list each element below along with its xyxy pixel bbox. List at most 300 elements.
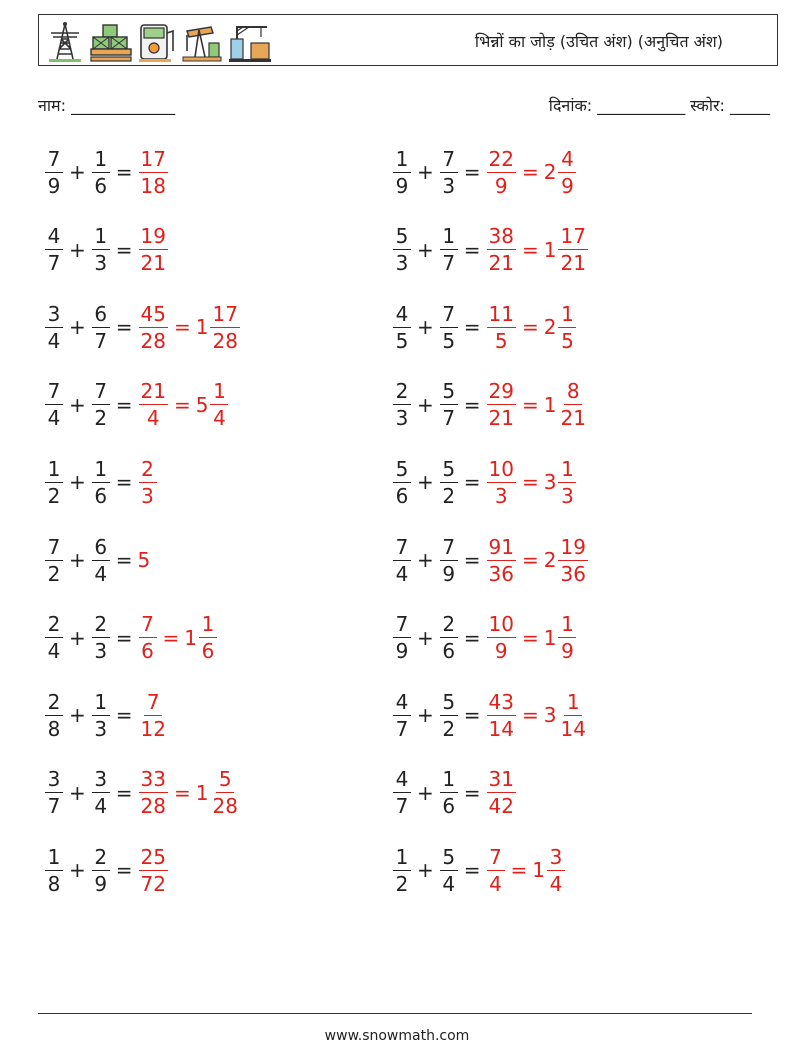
addend-fraction <box>92 379 110 431</box>
equals-sign: = <box>463 392 481 417</box>
answer-fraction-numerator: 19 <box>140 224 166 249</box>
mixed-whole: 1 <box>195 780 209 805</box>
answer <box>486 534 589 586</box>
addend-fraction-denominator: 7 <box>94 328 108 353</box>
footer-website: www.snowmath.com <box>324 1028 470 1044</box>
addend-fraction-denominator: 4 <box>47 639 61 664</box>
answer-fraction-numerator: 7 <box>139 614 157 638</box>
answer-fraction-numerator: 11 <box>488 301 514 326</box>
addend-fraction-numerator: 1 <box>45 459 63 483</box>
mixed-fraction-denominator: 28 <box>212 794 238 819</box>
addend-fraction <box>92 612 110 664</box>
addend-fraction-denominator: 2 <box>47 561 61 586</box>
addend-fraction-denominator: 2 <box>94 406 108 431</box>
addend-fraction-numerator: 2 <box>92 614 110 638</box>
addend-fraction-denominator: 4 <box>442 871 456 896</box>
answer-fraction-denominator: 3 <box>141 483 154 508</box>
plus-sign: + <box>417 392 434 417</box>
addend-fraction <box>440 844 458 896</box>
addend-fraction-numerator: 2 <box>45 692 63 716</box>
answer-fraction-denominator: 72 <box>140 871 166 896</box>
answer-fraction <box>487 301 516 353</box>
addend-fraction-numerator: 5 <box>393 459 411 483</box>
addend-fraction-numerator: 5 <box>440 847 458 871</box>
addend-fraction-numerator: 2 <box>45 614 63 638</box>
addend-fraction-denominator: 4 <box>94 561 108 586</box>
answer-fraction <box>139 689 168 741</box>
plus-sign: + <box>417 780 434 805</box>
answer-fraction <box>139 612 157 664</box>
answer-fraction <box>139 767 168 819</box>
equals-sign: = <box>521 470 539 495</box>
addend-fraction-denominator: 4 <box>47 406 61 431</box>
answer-fraction-denominator: 28 <box>140 328 166 353</box>
problem-item <box>44 294 241 360</box>
addend-fraction <box>440 146 458 198</box>
equals-sign: = <box>521 315 539 340</box>
addend-fraction <box>393 379 411 431</box>
worksheet-title: भिन्नों का जोड़ (उचित अंश) (अनुचित अंश) <box>474 32 723 51</box>
plus-sign: + <box>417 548 434 572</box>
addend-fraction-denominator: 7 <box>395 794 409 819</box>
equals-sign: = <box>115 548 133 572</box>
addend-fraction <box>393 767 411 819</box>
addend-fraction <box>393 612 411 664</box>
mixed-whole: 1 <box>543 392 557 417</box>
answer-fraction-numerator: 45 <box>140 301 166 326</box>
addend-fraction-numerator: 5 <box>393 226 411 250</box>
answer <box>138 612 219 664</box>
answer-fraction-denominator: 5 <box>494 328 508 353</box>
addend-fraction-numerator: 3 <box>45 769 63 793</box>
plus-sign: + <box>417 858 434 883</box>
addend-fraction-numerator: 1 <box>45 847 63 871</box>
equals-sign: = <box>115 780 133 805</box>
answer <box>486 844 567 896</box>
addend-fraction-denominator: 6 <box>442 639 456 664</box>
equals-sign: = <box>463 858 481 883</box>
addend-fraction-denominator: 9 <box>395 173 409 198</box>
addend-fraction <box>92 224 110 276</box>
problem-item <box>392 760 517 826</box>
addend-fraction <box>92 689 110 741</box>
equals-sign: = <box>463 548 481 572</box>
mixed-whole: 3 <box>543 703 557 728</box>
mixed-fraction <box>210 767 239 819</box>
fuel-tank-icon <box>137 21 177 63</box>
answer-fraction <box>487 379 516 431</box>
addend-fraction-denominator: 7 <box>47 794 61 819</box>
equals-sign: = <box>510 858 528 883</box>
mixed-fraction <box>210 301 239 353</box>
mixed-fraction-denominator: 4 <box>213 406 226 431</box>
problem-item <box>392 294 577 360</box>
mixed-fraction-numerator: 1 <box>564 692 582 716</box>
addend-fraction <box>393 844 411 896</box>
answer <box>486 379 589 431</box>
problem-item <box>392 605 577 671</box>
answer-fraction-denominator: 28 <box>140 794 166 819</box>
answer <box>138 301 241 353</box>
problem-item <box>44 760 241 826</box>
problem-item <box>44 139 169 205</box>
addend-fraction-numerator: 1 <box>92 692 110 716</box>
answer <box>486 146 578 198</box>
answer <box>486 301 578 353</box>
addend-fraction-denominator: 8 <box>47 871 61 896</box>
mixed-fraction <box>558 534 587 586</box>
addend-fraction-numerator: 3 <box>45 304 63 328</box>
mixed-fraction <box>547 844 565 896</box>
answer-fraction-denominator: 36 <box>488 561 514 586</box>
addend-fraction-numerator: 4 <box>393 769 411 793</box>
addend-fraction <box>45 146 63 198</box>
addend-fraction-numerator: 7 <box>393 614 411 638</box>
answer-fraction-numerator: 7 <box>144 692 162 716</box>
equals-sign: = <box>115 470 133 495</box>
addend-fraction-numerator: 1 <box>92 149 110 173</box>
addend-fraction-denominator: 2 <box>442 716 456 741</box>
mixed-fraction-numerator: 5 <box>216 769 234 793</box>
addend-fraction-denominator: 3 <box>395 251 409 276</box>
addend-fraction <box>393 301 411 353</box>
addend-fraction-denominator: 7 <box>395 716 409 741</box>
mixed-fraction-denominator: 9 <box>561 639 574 664</box>
equals-sign: = <box>463 625 481 650</box>
mixed-fraction-numerator: 4 <box>558 149 576 173</box>
problem-item <box>392 449 577 515</box>
equals-sign: = <box>115 315 133 340</box>
addend-fraction-numerator: 7 <box>45 537 63 561</box>
addend-fraction-denominator: 7 <box>442 251 456 276</box>
addend-fraction <box>92 844 110 896</box>
mixed-whole: 1 <box>532 858 546 883</box>
answer <box>486 456 578 508</box>
answer-fraction <box>487 612 516 664</box>
addend-fraction <box>393 224 411 276</box>
plus-sign: + <box>69 392 86 417</box>
mixed-whole: 2 <box>543 160 557 184</box>
addend-fraction <box>440 689 458 741</box>
equals-sign: = <box>162 625 180 650</box>
addend-fraction <box>440 301 458 353</box>
addend-fraction-numerator: 3 <box>92 769 110 793</box>
addend-fraction-denominator: 9 <box>47 173 61 198</box>
answer-fraction-denominator: 21 <box>488 251 514 276</box>
addend-fraction-numerator: 6 <box>92 304 110 328</box>
equals-sign: = <box>521 392 539 417</box>
addend-fraction-denominator: 8 <box>47 716 61 741</box>
problem-item <box>44 217 169 283</box>
addend-fraction <box>45 844 63 896</box>
mixed-fraction-numerator: 1 <box>558 614 576 638</box>
plus-sign: + <box>69 470 86 495</box>
addend-fraction-denominator: 7 <box>47 251 61 276</box>
problem-item <box>44 837 169 903</box>
equals-sign: = <box>463 237 481 262</box>
mixed-fraction <box>558 379 587 431</box>
answer-fraction <box>487 456 516 508</box>
addend-fraction-denominator: 9 <box>395 639 409 664</box>
addend-fraction-numerator: 1 <box>92 226 110 250</box>
mixed-fraction-numerator: 8 <box>564 381 582 405</box>
equals-sign: = <box>173 780 191 805</box>
answer <box>138 548 151 572</box>
equals-sign: = <box>173 315 191 340</box>
answer-fraction-denominator: 21 <box>488 406 514 431</box>
problem-item <box>44 372 229 438</box>
plus-sign: + <box>69 548 86 572</box>
answer-fraction-denominator: 9 <box>494 639 508 664</box>
addend-fraction-denominator: 3 <box>94 251 108 276</box>
addend-fraction-numerator: 5 <box>440 692 458 716</box>
addend-fraction-denominator: 4 <box>395 561 409 586</box>
addend-fraction-denominator: 9 <box>94 871 108 896</box>
addend-fraction-numerator: 7 <box>45 149 63 173</box>
equals-sign: = <box>521 548 539 572</box>
addend-fraction-numerator: 7 <box>440 537 458 561</box>
addend-fraction-numerator: 1 <box>92 459 110 483</box>
equals-sign: = <box>173 392 191 417</box>
problem-item <box>392 372 589 438</box>
answer-fraction-denominator: 4 <box>146 406 160 431</box>
mixed-fraction-numerator: 17 <box>560 224 586 249</box>
addend-fraction-numerator: 7 <box>45 381 63 405</box>
addend-fraction-denominator: 2 <box>442 483 456 508</box>
addend-fraction <box>45 689 63 741</box>
answer <box>486 689 589 741</box>
answer-fraction-denominator: 42 <box>488 794 514 819</box>
problem-item <box>392 139 577 205</box>
mixed-whole: 2 <box>543 315 557 340</box>
power-tower-icon <box>45 21 85 63</box>
addend-fraction <box>92 301 110 353</box>
mixed-fraction <box>210 379 228 431</box>
answer-fraction-denominator: 6 <box>141 639 154 664</box>
addend-fraction <box>45 612 63 664</box>
mixed-fraction-numerator: 3 <box>547 847 565 871</box>
answer-fraction-denominator: 18 <box>140 173 166 198</box>
oil-pump-icon <box>181 21 223 63</box>
answer <box>138 844 169 896</box>
addend-fraction-numerator: 1 <box>440 226 458 250</box>
plus-sign: + <box>69 858 86 883</box>
addend-fraction-denominator: 4 <box>47 328 61 353</box>
addend-fraction-numerator: 2 <box>393 381 411 405</box>
answer-fraction-denominator: 4 <box>489 871 502 896</box>
answer-fraction <box>139 301 168 353</box>
mixed-fraction-denominator: 9 <box>561 173 574 198</box>
answer <box>138 146 169 198</box>
answer-fraction <box>139 379 168 431</box>
answer-fraction-denominator: 9 <box>494 173 508 198</box>
addend-fraction-denominator: 6 <box>395 483 409 508</box>
mixed-fraction-denominator: 21 <box>560 406 586 431</box>
plus-sign: + <box>69 780 86 805</box>
addend-fraction-numerator: 1 <box>393 847 411 871</box>
answer <box>486 224 589 276</box>
answer <box>138 224 169 276</box>
addend-fraction <box>92 767 110 819</box>
addend-fraction-denominator: 9 <box>442 561 456 586</box>
crates-icon <box>89 21 133 63</box>
addend-fraction-numerator: 7 <box>393 537 411 561</box>
addend-fraction <box>440 379 458 431</box>
mixed-fraction-numerator: 17 <box>212 301 238 326</box>
addend-fraction-numerator: 1 <box>440 769 458 793</box>
plus-sign: + <box>417 625 434 650</box>
crane-icon <box>227 21 273 63</box>
addend-fraction <box>393 534 411 586</box>
answer-fraction <box>487 844 505 896</box>
addend-fraction <box>45 224 63 276</box>
mixed-fraction-numerator: 1 <box>210 381 228 405</box>
answer-fraction <box>139 224 168 276</box>
header-icons <box>45 19 273 63</box>
mixed-whole: 3 <box>543 470 557 495</box>
addend-fraction-denominator: 2 <box>47 483 61 508</box>
plus-sign: + <box>69 625 86 650</box>
footer-divider <box>38 1013 752 1014</box>
addend-fraction-denominator: 7 <box>442 406 456 431</box>
addend-fraction <box>92 456 110 508</box>
mixed-fraction <box>558 146 576 198</box>
answer <box>138 767 241 819</box>
addend-fraction <box>45 534 63 586</box>
addend-fraction-denominator: 3 <box>94 639 108 664</box>
answer-fraction-denominator: 3 <box>494 483 508 508</box>
addend-fraction <box>440 224 458 276</box>
answer-fraction-numerator: 38 <box>488 224 514 249</box>
equals-sign: = <box>115 703 133 728</box>
addend-fraction-denominator: 5 <box>395 328 409 353</box>
plus-sign: + <box>69 315 86 340</box>
answer-fraction-numerator: 2 <box>139 459 157 483</box>
problem-item <box>392 217 589 283</box>
mixed-fraction <box>558 612 576 664</box>
answer <box>486 612 578 664</box>
equals-sign: = <box>463 703 481 728</box>
equals-sign: = <box>463 315 481 340</box>
answer <box>138 456 158 508</box>
mixed-fraction <box>199 612 217 664</box>
addend-fraction-denominator: 4 <box>94 794 108 819</box>
answer-fraction <box>487 767 516 819</box>
addend-fraction-denominator: 6 <box>442 794 456 819</box>
equals-sign: = <box>463 160 481 184</box>
plus-sign: + <box>417 315 434 340</box>
mixed-fraction-numerator: 19 <box>560 534 586 559</box>
mixed-fraction <box>558 301 576 353</box>
mixed-fraction-denominator: 28 <box>212 328 238 353</box>
answer-fraction-denominator: 21 <box>140 251 166 276</box>
answer-fraction <box>139 456 157 508</box>
addend-fraction <box>393 146 411 198</box>
answer-fraction-numerator: 91 <box>488 534 514 559</box>
equals-sign: = <box>115 160 133 184</box>
problem-item <box>44 605 218 671</box>
problem-item <box>392 682 589 748</box>
answer-fraction-numerator: 7 <box>487 847 505 871</box>
addend-fraction-numerator: 4 <box>45 226 63 250</box>
plus-sign: + <box>69 703 86 728</box>
equals-sign: = <box>521 237 539 262</box>
date-score-field: दिनांक: ___________ स्कोर: _____ <box>548 96 770 115</box>
mixed-fraction-denominator: 6 <box>201 639 215 664</box>
equals-sign: = <box>115 625 133 650</box>
addend-fraction-numerator: 1 <box>393 149 411 173</box>
addend-fraction <box>440 534 458 586</box>
plus-sign: + <box>417 470 434 495</box>
worksheet-header <box>38 14 778 66</box>
addend-fraction-numerator: 5 <box>440 459 458 483</box>
mixed-fraction-denominator: 36 <box>560 561 586 586</box>
answer-fraction-numerator: 33 <box>140 767 166 792</box>
problem-item <box>44 527 150 593</box>
mixed-fraction-denominator: 14 <box>560 716 586 741</box>
problem-item <box>392 527 589 593</box>
addend-fraction-numerator: 4 <box>393 692 411 716</box>
addend-fraction-numerator: 7 <box>92 381 110 405</box>
mixed-fraction-denominator: 3 <box>561 483 574 508</box>
mixed-fraction-denominator: 5 <box>561 328 574 353</box>
answer-fraction-numerator: 43 <box>488 689 514 714</box>
addend-fraction-numerator: 4 <box>393 304 411 328</box>
answer-whole: 5 <box>137 548 151 572</box>
addend-fraction-denominator: 3 <box>442 173 456 198</box>
answer-fraction <box>487 534 516 586</box>
mixed-whole: 2 <box>543 548 557 572</box>
mixed-fraction <box>558 224 587 276</box>
answer-fraction <box>487 224 516 276</box>
addend-fraction-denominator: 5 <box>442 328 456 353</box>
mixed-fraction-numerator: 1 <box>558 304 576 328</box>
answer-fraction <box>487 146 516 198</box>
answer-fraction <box>487 689 516 741</box>
equals-sign: = <box>521 703 539 728</box>
addend-fraction-numerator: 2 <box>440 614 458 638</box>
mixed-fraction-denominator: 21 <box>560 251 586 276</box>
equals-sign: = <box>463 470 481 495</box>
answer-fraction-numerator: 10 <box>488 456 514 481</box>
equals-sign: = <box>115 858 133 883</box>
mixed-fraction <box>558 689 587 741</box>
addend-fraction <box>45 767 63 819</box>
plus-sign: + <box>417 237 434 262</box>
addend-fraction-numerator: 5 <box>440 381 458 405</box>
addend-fraction <box>92 146 110 198</box>
addend-fraction <box>92 534 110 586</box>
mixed-fraction-denominator: 4 <box>549 871 563 896</box>
plus-sign: + <box>417 703 434 728</box>
answer <box>486 767 517 819</box>
addend-fraction <box>393 456 411 508</box>
addend-fraction <box>440 767 458 819</box>
problem-item <box>392 837 566 903</box>
answer-fraction-denominator: 14 <box>488 716 514 741</box>
answer-fraction-numerator: 25 <box>140 844 166 869</box>
mixed-whole: 1 <box>184 625 198 650</box>
problem-item <box>44 682 169 748</box>
answer-fraction-numerator: 29 <box>488 379 514 404</box>
addend-fraction-denominator: 3 <box>94 716 108 741</box>
addend-fraction-denominator: 6 <box>94 173 108 198</box>
answer-fraction-numerator: 21 <box>140 379 166 404</box>
mixed-fraction-numerator: 1 <box>199 614 217 638</box>
equals-sign: = <box>115 392 133 417</box>
addend-fraction <box>45 456 63 508</box>
equals-sign: = <box>521 160 539 184</box>
